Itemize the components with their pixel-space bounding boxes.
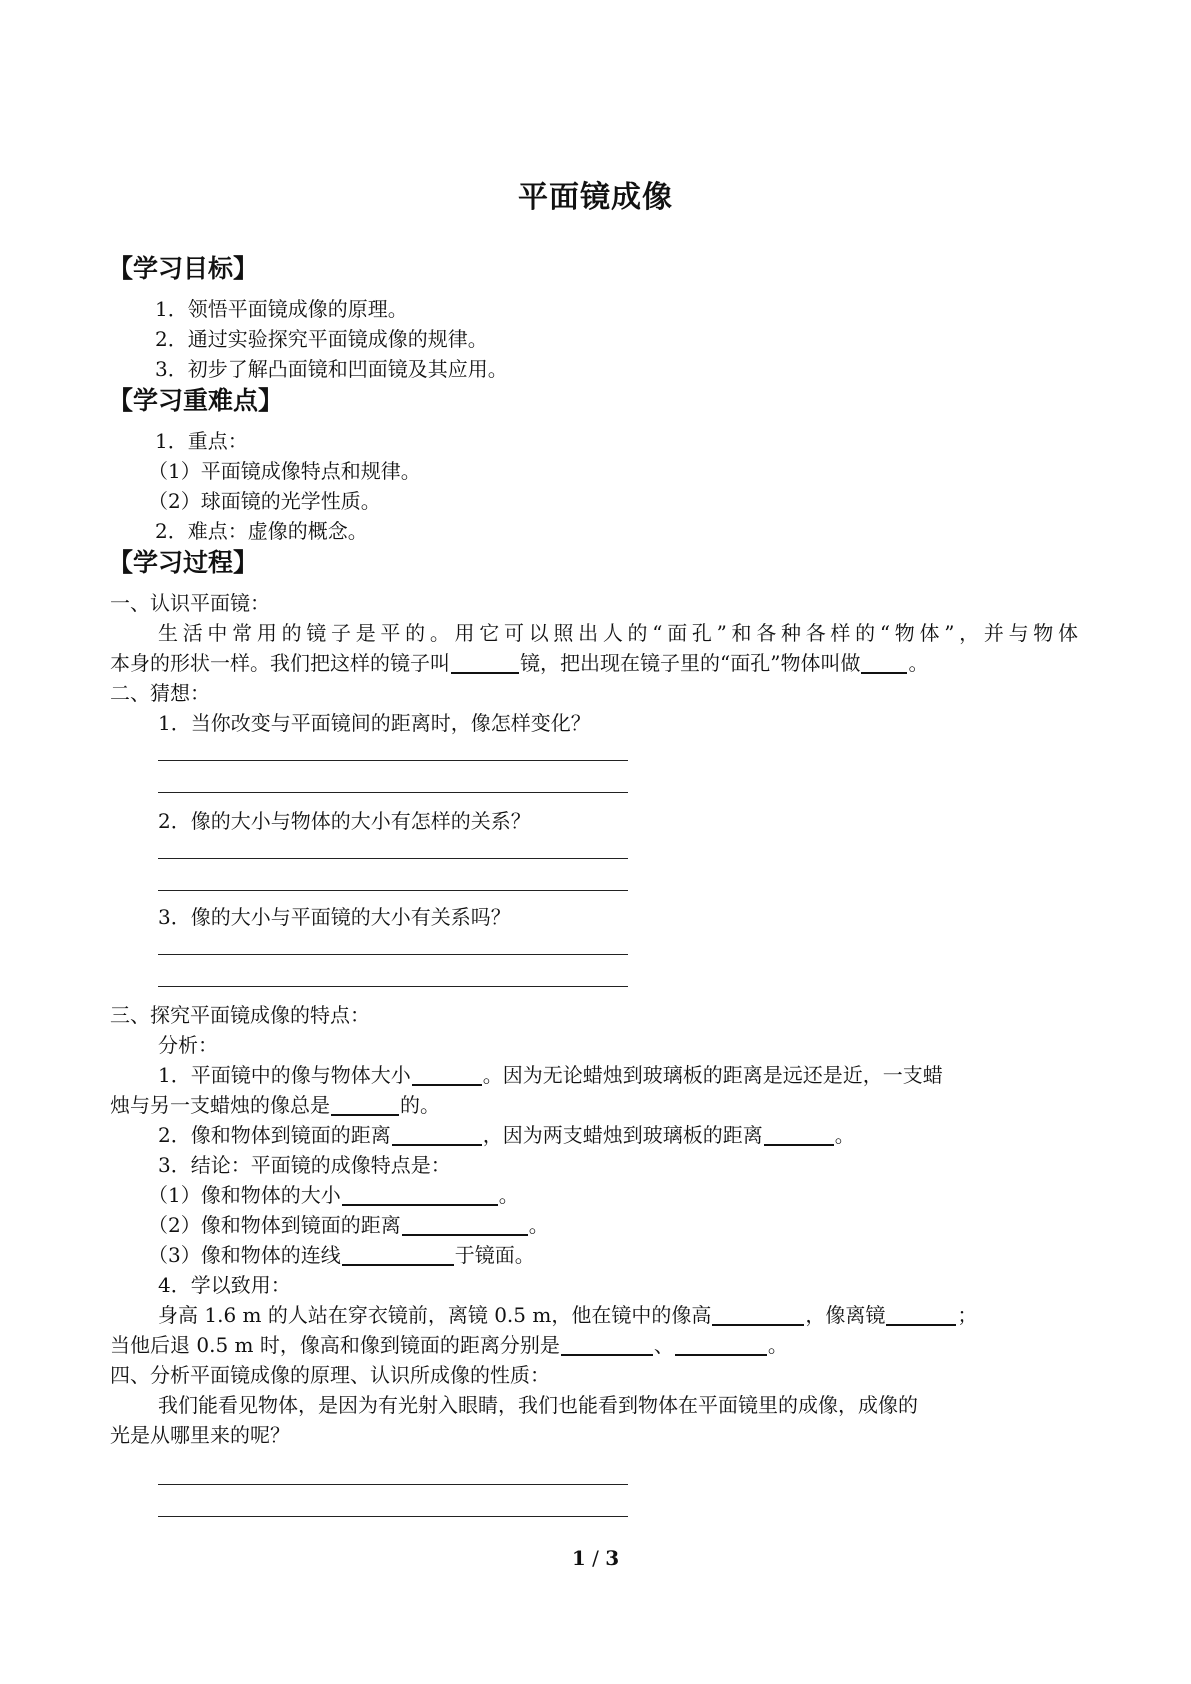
- ap1-text-b: ，像离镜: [805, 1303, 886, 1327]
- application-line-2: [110, 1330, 788, 1360]
- a2-text-a: 2．像和物体到镜面的距离: [158, 1123, 391, 1147]
- section-1-heading: 一、认识平面镜：: [110, 591, 270, 615]
- a2-text-b: ，因为两支蜡烛到玻璃板的距离: [482, 1123, 763, 1147]
- ap2-text-b: 、: [653, 1333, 674, 1357]
- key-item-1: （1）平面镜成像特点和规律。: [148, 459, 421, 483]
- answer-line-4b[interactable]: [158, 1516, 628, 1517]
- c3-text-a: （3）像和物体的连线: [148, 1243, 341, 1267]
- fill-blank-image-name[interactable]: [861, 650, 907, 674]
- a1-text-a: 1．平面镜中的像与物体大小: [158, 1063, 411, 1087]
- analysis-2: [158, 1120, 855, 1150]
- page-total: 3: [605, 1546, 620, 1570]
- c2-text-b: 。: [528, 1213, 549, 1237]
- answer-line-3a[interactable]: [158, 954, 628, 955]
- conclusion-label: 3．结论：平面镜的成像特点是：: [158, 1153, 451, 1177]
- section-1-paragraph-line-1: 生活中常用的镜子是平的。用它可以照出人的“面孔”和各种各样的“物体”，并与物体: [158, 621, 1078, 645]
- key-item-2: （2）球面镜的光学性质。: [148, 489, 381, 513]
- question-2: 2．像的大小与物体的大小有怎样的关系？: [158, 809, 531, 833]
- a1-text-c: 烛与另一支蜡烛的像总是: [110, 1093, 330, 1117]
- s1-text-a: 本身的形状一样。我们把这样的镜子叫: [110, 651, 450, 675]
- conclusion-1: [148, 1180, 519, 1210]
- key-label: 1．重点：: [155, 429, 248, 453]
- question-3: 3．像的大小与平面镜的大小有关系吗？: [158, 905, 511, 929]
- fill-blank-mirror-type[interactable]: [451, 650, 519, 674]
- goals-heading: 【学习目标】: [108, 254, 259, 283]
- goal-item-1: 1．领悟平面镜成像的原理。: [155, 297, 408, 321]
- fill-blank-candle-distance[interactable]: [764, 1122, 834, 1146]
- ap2-text-c: 。: [767, 1333, 788, 1357]
- goal-item-2: 2．通过实验探究平面镜成像的规律。: [155, 327, 488, 351]
- page-separator: /: [585, 1546, 606, 1570]
- ap1-text-a: 身高 1.6 m 的人站在穿衣镜前，离镜 0.5 m，他在镜中的像高: [158, 1303, 712, 1327]
- c1-text-b: 。: [498, 1183, 519, 1207]
- analysis-1-line-1: [158, 1060, 943, 1090]
- goal-item-3: 3．初步了解凸面镜和凹面镜及其应用。: [155, 357, 508, 381]
- ap2-text-a: 当他后退 0.5 m 时，像高和像到镜面的距离分别是: [110, 1333, 560, 1357]
- section-2-heading: 二、猜想：: [110, 681, 210, 705]
- question-1: 1．当你改变与平面镜间的距离时，像怎样变化？: [158, 711, 591, 735]
- section-1-paragraph-line-2: [110, 648, 928, 678]
- s1-text-c: 。: [908, 651, 929, 675]
- answer-line-2a[interactable]: [158, 858, 628, 859]
- fill-blank-conclusion-distance[interactable]: [402, 1212, 528, 1236]
- fill-blank-image-height[interactable]: [712, 1302, 804, 1326]
- conclusion-3: [148, 1240, 535, 1270]
- section-4-heading: 四、分析平面镜成像的原理、认识所成像的性质：: [110, 1363, 550, 1387]
- s1-text-b: 镜，把出现在镜子里的“面孔”物体叫做: [520, 651, 861, 675]
- c3-text-b: 于镜面。: [454, 1243, 535, 1267]
- page-number: [0, 1546, 1191, 1570]
- analysis-1-line-2: [110, 1090, 440, 1120]
- analysis-label: 分析：: [158, 1033, 218, 1057]
- answer-line-1a[interactable]: [158, 760, 628, 761]
- process-heading: 【学习过程】: [108, 548, 259, 577]
- section-4-paragraph-line-2: 光是从哪里来的呢？: [110, 1423, 290, 1447]
- c1-text-a: （1）像和物体的大小: [148, 1183, 341, 1207]
- application-label: 4．学以致用：: [158, 1273, 291, 1297]
- page-current: 1: [571, 1546, 586, 1570]
- fill-blank-image-distance[interactable]: [886, 1302, 956, 1326]
- conclusion-2: [148, 1210, 549, 1240]
- answer-line-1b[interactable]: [158, 792, 628, 793]
- c2-text-a: （2）像和物体到镜面的距离: [148, 1213, 401, 1237]
- fill-blank-size[interactable]: [412, 1062, 482, 1086]
- ap1-text-c: ；: [957, 1303, 978, 1327]
- section-4-paragraph-line-1: 我们能看见物体，是因为有光射入眼睛，我们也能看到物体在平面镜里的成像，成像的: [158, 1393, 918, 1417]
- keypoints-heading: 【学习重难点】: [108, 386, 284, 415]
- a2-text-c: 。: [834, 1123, 855, 1147]
- fill-blank-overlap[interactable]: [331, 1092, 399, 1116]
- answer-line-2b[interactable]: [158, 890, 628, 891]
- fill-blank-new-distance[interactable]: [675, 1332, 767, 1356]
- a1-text-d: 的。: [400, 1093, 440, 1117]
- difficulty-label: 2．难点：虚像的概念。: [155, 519, 368, 543]
- answer-line-3b[interactable]: [158, 986, 628, 987]
- page-title: 平面镜成像: [518, 180, 673, 215]
- answer-line-4a[interactable]: [158, 1484, 628, 1485]
- fill-blank-distance[interactable]: [392, 1122, 482, 1146]
- fill-blank-perpendicular[interactable]: [342, 1242, 454, 1266]
- a1-text-b: 。因为无论蜡烛到玻璃板的距离是远还是近，一支蜡: [482, 1063, 943, 1087]
- application-line-1: [158, 1300, 977, 1330]
- section-3-heading: 三、探究平面镜成像的特点：: [110, 1003, 370, 1027]
- fill-blank-new-height[interactable]: [561, 1332, 653, 1356]
- fill-blank-conclusion-size[interactable]: [342, 1182, 498, 1206]
